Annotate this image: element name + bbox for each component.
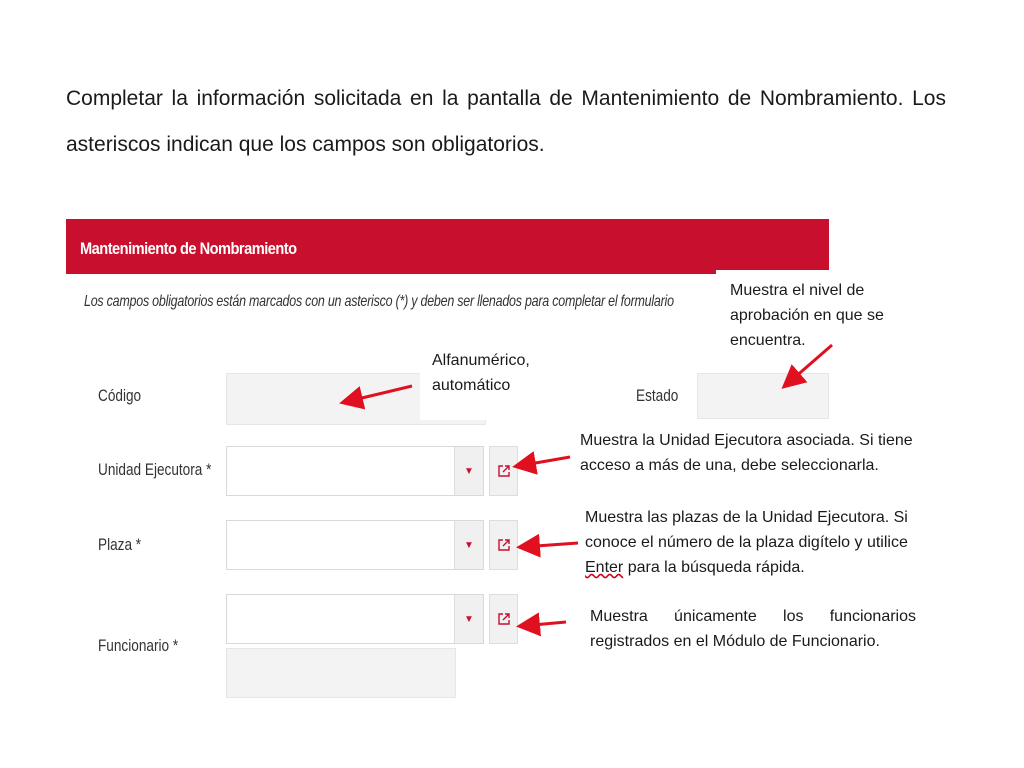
callout-unidad-ejecutora: Muestra la Unidad Ejecutora asociada. Si tiene acceso a más de una, debe seleccionarla. [573, 428, 943, 480]
callout-plaza: Muestra las plazas de la Unidad Ejecutora. Si conoce el número de la plaza digítelo y utilice Enter para la búsqueda rápida. [578, 505, 944, 581]
intro-line-1: Completar la información solicitada en la pantalla de Mantenimiento de [66, 87, 752, 110]
callout-estado: Muestra el nivel de aprobación en que se encuentra. [716, 270, 906, 356]
arrow-codigo [345, 386, 412, 402]
unidad-ejecutora-label: Unidad Ejecutora * [98, 460, 212, 479]
required-fields-note: Los campos obligatorios están marcados con un asterisco (*) y deben ser llenados para completar el formulario [84, 293, 674, 310]
intro-line-2: Nombramiento. Los asteriscos indican que los campos son obligatorios. [66, 87, 946, 156]
plaza-label: Plaza * [98, 535, 142, 554]
caret-down-icon[interactable]: ▼ [454, 521, 483, 569]
callout-codigo: Alfanumérico, automático [420, 344, 545, 420]
estado-label: Estado [636, 386, 679, 405]
form-title: Mantenimiento de Nombramiento [80, 239, 297, 258]
arrow-funcionario [522, 622, 566, 626]
arrow-unidad-ejecutora [518, 457, 570, 466]
caret-down-icon[interactable]: ▼ [454, 447, 483, 495]
arrow-plaza [522, 543, 578, 547]
arrow-estado [786, 345, 832, 385]
caret-down-icon[interactable]: ▼ [454, 595, 483, 643]
funcionario-label: Funcionario * [98, 636, 179, 655]
codigo-label: Código [98, 386, 142, 405]
callout-funcionario: Muestra únicamente los funcionarios registrados en el Módulo de Funcionario. [582, 604, 916, 656]
